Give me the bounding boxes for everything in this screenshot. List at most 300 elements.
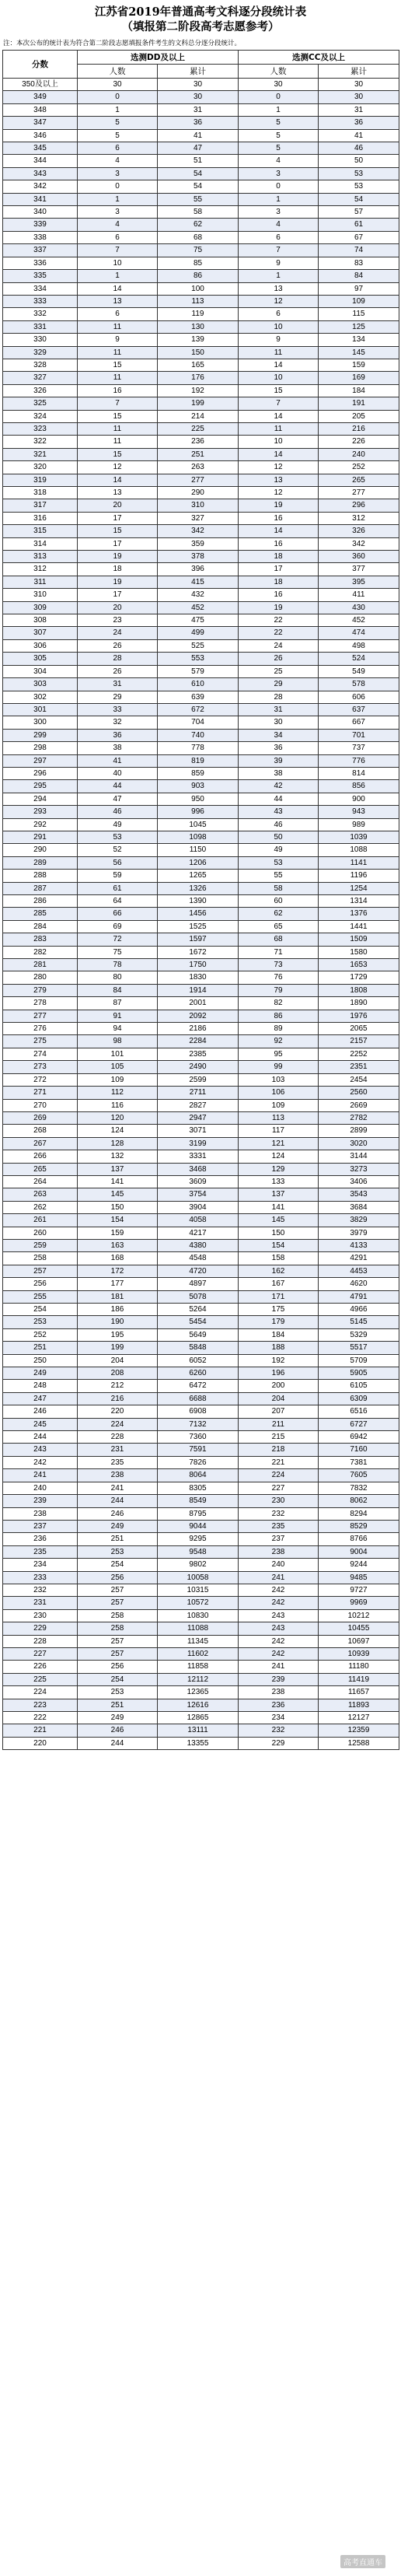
- count-b-cell: 171: [239, 1290, 319, 1303]
- table-row: [3, 1647, 399, 1660]
- table-row: [3, 1111, 399, 1124]
- count-a-cell: 256: [78, 1661, 158, 1673]
- score-cell: 249: [3, 1367, 78, 1380]
- count-a-cell: 0: [78, 91, 158, 103]
- score-cell: 311: [3, 576, 78, 588]
- cumulative-b-cell: 1653: [319, 959, 399, 971]
- count-a-cell: 159: [78, 1227, 158, 1239]
- score-cell: 323: [3, 422, 78, 435]
- cumulative-a-cell: 3199: [158, 1137, 239, 1150]
- cumulative-b-cell: 205: [319, 410, 399, 422]
- count-a-cell: 87: [78, 997, 158, 1010]
- count-b-cell: 22: [239, 614, 319, 627]
- count-b-cell: 55: [239, 870, 319, 882]
- cumulative-b-cell: 1729: [319, 971, 399, 984]
- cumulative-b-cell: 50: [319, 155, 399, 167]
- cumulative-a-cell: 36: [158, 117, 239, 129]
- header-cumulative-b: 累计: [319, 65, 399, 79]
- count-a-cell: 46: [78, 806, 158, 818]
- cumulative-b-cell: 4453: [319, 1265, 399, 1277]
- cumulative-b-cell: 6516: [319, 1405, 399, 1418]
- count-b-cell: 16: [239, 589, 319, 601]
- table-row: [3, 1163, 399, 1175]
- table-row: [3, 397, 399, 410]
- cumulative-a-cell: 62: [158, 219, 239, 231]
- count-a-cell: 11: [78, 320, 158, 333]
- score-cell: 250: [3, 1354, 78, 1367]
- score-cell: 310: [3, 589, 78, 601]
- table-row: [3, 908, 399, 920]
- count-a-cell: 40: [78, 767, 158, 779]
- count-b-cell: 12: [239, 487, 319, 499]
- count-a-cell: 1: [78, 193, 158, 205]
- count-a-cell: 0: [78, 180, 158, 193]
- cumulative-b-cell: 3273: [319, 1163, 399, 1175]
- table-row: [3, 665, 399, 677]
- count-b-cell: 192: [239, 1354, 319, 1367]
- cumulative-a-cell: 3071: [158, 1125, 239, 1137]
- count-b-cell: 30: [239, 716, 319, 729]
- count-b-cell: 43: [239, 806, 319, 818]
- table-row: [3, 742, 399, 754]
- table-row: [3, 1278, 399, 1290]
- table-row: [3, 1290, 399, 1303]
- table-row: [3, 1265, 399, 1277]
- score-cell: 272: [3, 1073, 78, 1086]
- count-a-cell: 13: [78, 487, 158, 499]
- count-a-cell: 257: [78, 1584, 158, 1596]
- cumulative-b-cell: 240: [319, 448, 399, 460]
- cumulative-b-cell: 191: [319, 397, 399, 410]
- count-a-cell: 7: [78, 244, 158, 257]
- score-cell: 252: [3, 1328, 78, 1341]
- cumulative-b-cell: 3829: [319, 1214, 399, 1227]
- table-row: [3, 193, 399, 205]
- score-cell: 260: [3, 1227, 78, 1239]
- count-a-cell: 249: [78, 1712, 158, 1724]
- count-b-cell: 6: [239, 231, 319, 243]
- table-row: [3, 129, 399, 142]
- cumulative-a-cell: 1914: [158, 984, 239, 996]
- count-b-cell: 242: [239, 1635, 319, 1647]
- score-cell: 339: [3, 219, 78, 231]
- cumulative-a-cell: 1098: [158, 831, 239, 843]
- score-cell: 303: [3, 678, 78, 691]
- table-row: [3, 359, 399, 371]
- cumulative-b-cell: 8294: [319, 1507, 399, 1520]
- count-b-cell: 28: [239, 691, 319, 703]
- cumulative-a-cell: 9044: [158, 1520, 239, 1532]
- table-row: [3, 1469, 399, 1482]
- table-row: [3, 334, 399, 346]
- table-row: [3, 1087, 399, 1099]
- score-cell: 345: [3, 142, 78, 155]
- cumulative-a-cell: 5649: [158, 1328, 239, 1341]
- count-b-cell: 5: [239, 129, 319, 142]
- table-row: [3, 895, 399, 908]
- score-cell: 235: [3, 1545, 78, 1558]
- count-b-cell: 240: [239, 1559, 319, 1571]
- score-cell: 313: [3, 551, 78, 563]
- count-a-cell: 172: [78, 1265, 158, 1277]
- table-row: [3, 1533, 399, 1545]
- cumulative-b-cell: 411: [319, 589, 399, 601]
- table-row: [3, 103, 399, 116]
- cumulative-b-cell: 125: [319, 320, 399, 333]
- title: [0, 0, 401, 34]
- table-row: [3, 422, 399, 435]
- cumulative-b-cell: 7381: [319, 1456, 399, 1468]
- cumulative-b-cell: 252: [319, 461, 399, 474]
- count-a-cell: 3: [78, 206, 158, 219]
- cumulative-b-cell: 74: [319, 244, 399, 257]
- cumulative-a-cell: 327: [158, 512, 239, 524]
- score-cell: 290: [3, 844, 78, 856]
- score-cell: 335: [3, 270, 78, 282]
- cumulative-a-cell: 86: [158, 270, 239, 282]
- count-b-cell: 188: [239, 1342, 319, 1354]
- score-cell: 240: [3, 1482, 78, 1494]
- score-cell: 245: [3, 1418, 78, 1430]
- count-a-cell: 244: [78, 1737, 158, 1749]
- table-row: [3, 703, 399, 716]
- score-cell: 222: [3, 1712, 78, 1724]
- score-cell: 296: [3, 767, 78, 779]
- watermark: 高考直通车: [340, 2555, 385, 2568]
- table-row: [3, 1597, 399, 1609]
- table-row: [3, 1482, 399, 1494]
- table-row: [3, 1061, 399, 1073]
- count-a-cell: 177: [78, 1278, 158, 1290]
- cumulative-b-cell: 296: [319, 499, 399, 512]
- table-row: [3, 282, 399, 295]
- cumulative-b-cell: 1441: [319, 920, 399, 933]
- score-cell: 265: [3, 1163, 78, 1175]
- cumulative-a-cell: 199: [158, 397, 239, 410]
- score-cell: 328: [3, 359, 78, 371]
- count-b-cell: 25: [239, 665, 319, 677]
- table-row: [3, 627, 399, 639]
- table-row: [3, 856, 399, 869]
- score-cell: 251: [3, 1342, 78, 1354]
- count-a-cell: 19: [78, 576, 158, 588]
- cumulative-a-cell: 12616: [158, 1699, 239, 1711]
- cumulative-b-cell: 31: [319, 103, 399, 116]
- cumulative-b-cell: 7832: [319, 1482, 399, 1494]
- count-b-cell: 31: [239, 703, 319, 716]
- count-b-cell: 106: [239, 1087, 319, 1099]
- score-cell: 280: [3, 971, 78, 984]
- count-b-cell: 12: [239, 295, 319, 307]
- cumulative-b-cell: 1509: [319, 933, 399, 946]
- count-a-cell: 195: [78, 1328, 158, 1341]
- count-a-cell: 10: [78, 257, 158, 269]
- cumulative-a-cell: 359: [158, 537, 239, 550]
- count-a-cell: 253: [78, 1686, 158, 1699]
- cumulative-b-cell: 12359: [319, 1724, 399, 1737]
- count-a-cell: 235: [78, 1456, 158, 1468]
- table-row: [3, 1444, 399, 1456]
- count-a-cell: 257: [78, 1647, 158, 1660]
- count-b-cell: 218: [239, 1444, 319, 1456]
- cumulative-a-cell: 704: [158, 716, 239, 729]
- header-count-b: 人数: [239, 65, 319, 79]
- count-a-cell: 26: [78, 665, 158, 677]
- count-b-cell: 238: [239, 1545, 319, 1558]
- cumulative-b-cell: 2782: [319, 1111, 399, 1124]
- table-row: [3, 614, 399, 627]
- score-cell: 226: [3, 1661, 78, 1673]
- table-row: [3, 563, 399, 576]
- table-row: [3, 1559, 399, 1571]
- cumulative-b-cell: 6105: [319, 1380, 399, 1392]
- table-row: [3, 1188, 399, 1201]
- table-row: [3, 1367, 399, 1380]
- cumulative-a-cell: 7826: [158, 1456, 239, 1468]
- table-row: [3, 1392, 399, 1405]
- count-a-cell: 9: [78, 334, 158, 346]
- count-b-cell: 12: [239, 461, 319, 474]
- cumulative-a-cell: 475: [158, 614, 239, 627]
- score-cell: 273: [3, 1061, 78, 1073]
- count-b-cell: 236: [239, 1699, 319, 1711]
- count-b-cell: 234: [239, 1712, 319, 1724]
- table-row: [3, 754, 399, 767]
- score-cell: 348: [3, 103, 78, 116]
- cumulative-a-cell: 139: [158, 334, 239, 346]
- score-cell: 234: [3, 1559, 78, 1571]
- count-a-cell: 163: [78, 1239, 158, 1251]
- count-b-cell: 232: [239, 1507, 319, 1520]
- count-b-cell: 241: [239, 1661, 319, 1673]
- cumulative-a-cell: 119: [158, 308, 239, 320]
- cumulative-b-cell: 5517: [319, 1342, 399, 1354]
- count-b-cell: 16: [239, 537, 319, 550]
- cumulative-a-cell: 5078: [158, 1290, 239, 1303]
- count-a-cell: 186: [78, 1304, 158, 1316]
- score-cell: 293: [3, 806, 78, 818]
- cumulative-a-cell: 778: [158, 742, 239, 754]
- cumulative-a-cell: 10058: [158, 1571, 239, 1584]
- table-row: [3, 1073, 399, 1086]
- cumulative-a-cell: 130: [158, 320, 239, 333]
- table-row: [3, 1239, 399, 1251]
- count-b-cell: 71: [239, 946, 319, 958]
- cumulative-a-cell: 553: [158, 653, 239, 665]
- score-cell: 231: [3, 1597, 78, 1609]
- count-a-cell: 109: [78, 1073, 158, 1086]
- cumulative-b-cell: 549: [319, 665, 399, 677]
- table-row: [3, 639, 399, 652]
- table-body: [3, 79, 399, 1750]
- count-b-cell: 3: [239, 206, 319, 219]
- score-cell: 301: [3, 703, 78, 716]
- cumulative-a-cell: 100: [158, 282, 239, 295]
- cumulative-b-cell: 1196: [319, 870, 399, 882]
- score-cell: 288: [3, 870, 78, 882]
- table-row: [3, 142, 399, 155]
- table-row: [3, 576, 399, 588]
- table-row: [3, 525, 399, 537]
- cumulative-b-cell: 1039: [319, 831, 399, 843]
- cumulative-b-cell: 6727: [319, 1418, 399, 1430]
- count-b-cell: 5: [239, 117, 319, 129]
- cumulative-a-cell: 6908: [158, 1405, 239, 1418]
- count-b-cell: 36: [239, 742, 319, 754]
- count-b-cell: 221: [239, 1456, 319, 1468]
- cumulative-b-cell: 8766: [319, 1533, 399, 1545]
- score-cell: 334: [3, 282, 78, 295]
- cumulative-a-cell: 7360: [158, 1431, 239, 1444]
- score-cell: 276: [3, 1023, 78, 1035]
- cumulative-a-cell: 7591: [158, 1444, 239, 1456]
- cumulative-a-cell: 5848: [158, 1342, 239, 1354]
- count-b-cell: 124: [239, 1150, 319, 1163]
- count-b-cell: 1: [239, 193, 319, 205]
- cumulative-a-cell: 68: [158, 231, 239, 243]
- cumulative-a-cell: 1265: [158, 870, 239, 882]
- count-b-cell: 137: [239, 1188, 319, 1201]
- count-b-cell: 29: [239, 678, 319, 691]
- cumulative-b-cell: 169: [319, 372, 399, 384]
- cumulative-b-cell: 943: [319, 806, 399, 818]
- count-a-cell: 204: [78, 1354, 158, 1367]
- table-row: [3, 1048, 399, 1060]
- score-cell: 220: [3, 1737, 78, 1749]
- count-b-cell: 200: [239, 1380, 319, 1392]
- cumulative-a-cell: 4380: [158, 1239, 239, 1251]
- cumulative-a-cell: 3754: [158, 1188, 239, 1201]
- cumulative-a-cell: 290: [158, 487, 239, 499]
- score-cell: 224: [3, 1686, 78, 1699]
- cumulative-a-cell: 11602: [158, 1647, 239, 1660]
- score-cell: 275: [3, 1035, 78, 1048]
- cumulative-b-cell: 4791: [319, 1290, 399, 1303]
- cumulative-a-cell: 6472: [158, 1380, 239, 1392]
- count-b-cell: 4: [239, 219, 319, 231]
- count-b-cell: 230: [239, 1495, 319, 1507]
- count-b-cell: 196: [239, 1367, 319, 1380]
- score-cell: 350及以上: [3, 79, 78, 91]
- count-a-cell: 224: [78, 1418, 158, 1430]
- table-row: [3, 1507, 399, 1520]
- count-a-cell: 6: [78, 308, 158, 320]
- table-row: [3, 1431, 399, 1444]
- cumulative-a-cell: 5454: [158, 1316, 239, 1328]
- table-row: [3, 984, 399, 996]
- cumulative-a-cell: 8064: [158, 1469, 239, 1482]
- count-b-cell: 14: [239, 525, 319, 537]
- count-b-cell: 237: [239, 1533, 319, 1545]
- count-b-cell: 13: [239, 474, 319, 486]
- cumulative-a-cell: 610: [158, 678, 239, 691]
- table-row: [3, 729, 399, 741]
- table-row: [3, 1304, 399, 1316]
- cumulative-a-cell: 236: [158, 436, 239, 448]
- cumulative-b-cell: 395: [319, 576, 399, 588]
- count-a-cell: 5: [78, 117, 158, 129]
- table-row: [3, 1035, 399, 1048]
- table-row: [3, 206, 399, 219]
- cumulative-a-cell: 4548: [158, 1252, 239, 1265]
- count-a-cell: 246: [78, 1507, 158, 1520]
- count-a-cell: 20: [78, 499, 158, 512]
- score-cell: 278: [3, 997, 78, 1010]
- count-a-cell: 78: [78, 959, 158, 971]
- header-group-a: 选测DD及以上: [78, 51, 239, 65]
- count-a-cell: 32: [78, 716, 158, 729]
- score-cell: 246: [3, 1405, 78, 1418]
- score-cell: 239: [3, 1495, 78, 1507]
- score-cell: 274: [3, 1048, 78, 1060]
- score-table: [2, 50, 399, 1750]
- count-b-cell: 50: [239, 831, 319, 843]
- score-cell: 312: [3, 563, 78, 576]
- count-b-cell: 44: [239, 793, 319, 805]
- score-cell: 300: [3, 716, 78, 729]
- table-row: [3, 1712, 399, 1724]
- table-row: [3, 487, 399, 499]
- cumulative-b-cell: 814: [319, 767, 399, 779]
- count-b-cell: 39: [239, 754, 319, 767]
- count-b-cell: 19: [239, 499, 319, 512]
- cumulative-b-cell: 3144: [319, 1150, 399, 1163]
- cumulative-a-cell: 950: [158, 793, 239, 805]
- count-b-cell: 10: [239, 372, 319, 384]
- score-cell: 261: [3, 1214, 78, 1227]
- count-a-cell: 249: [78, 1520, 158, 1532]
- table-row: [3, 946, 399, 958]
- score-cell: 292: [3, 818, 78, 831]
- cumulative-a-cell: 8305: [158, 1482, 239, 1494]
- count-b-cell: 238: [239, 1686, 319, 1699]
- count-b-cell: 0: [239, 91, 319, 103]
- count-b-cell: 76: [239, 971, 319, 984]
- score-cell: 270: [3, 1099, 78, 1111]
- score-cell: 281: [3, 959, 78, 971]
- score-cell: 232: [3, 1584, 78, 1596]
- cumulative-b-cell: 10697: [319, 1635, 399, 1647]
- table-row: [3, 1699, 399, 1711]
- cumulative-a-cell: 342: [158, 525, 239, 537]
- cumulative-b-cell: 5145: [319, 1316, 399, 1328]
- score-cell: 227: [3, 1647, 78, 1660]
- count-a-cell: 31: [78, 678, 158, 691]
- count-a-cell: 220: [78, 1405, 158, 1418]
- count-a-cell: 64: [78, 895, 158, 908]
- cumulative-a-cell: 7132: [158, 1418, 239, 1430]
- cumulative-a-cell: 54: [158, 180, 239, 193]
- table-row: [3, 1380, 399, 1392]
- table-row: [3, 372, 399, 384]
- cumulative-b-cell: 12127: [319, 1712, 399, 1724]
- count-a-cell: 258: [78, 1622, 158, 1635]
- count-a-cell: 52: [78, 844, 158, 856]
- score-cell: 247: [3, 1392, 78, 1405]
- cumulative-b-cell: 1580: [319, 946, 399, 958]
- count-b-cell: 243: [239, 1609, 319, 1622]
- count-b-cell: 18: [239, 576, 319, 588]
- count-a-cell: 94: [78, 1023, 158, 1035]
- cumulative-b-cell: 737: [319, 742, 399, 754]
- table-row: [3, 448, 399, 460]
- count-b-cell: 204: [239, 1392, 319, 1405]
- count-b-cell: 95: [239, 1048, 319, 1060]
- cumulative-b-cell: 46: [319, 142, 399, 155]
- cumulative-b-cell: 8529: [319, 1520, 399, 1532]
- table-row: [3, 691, 399, 703]
- count-a-cell: 69: [78, 920, 158, 933]
